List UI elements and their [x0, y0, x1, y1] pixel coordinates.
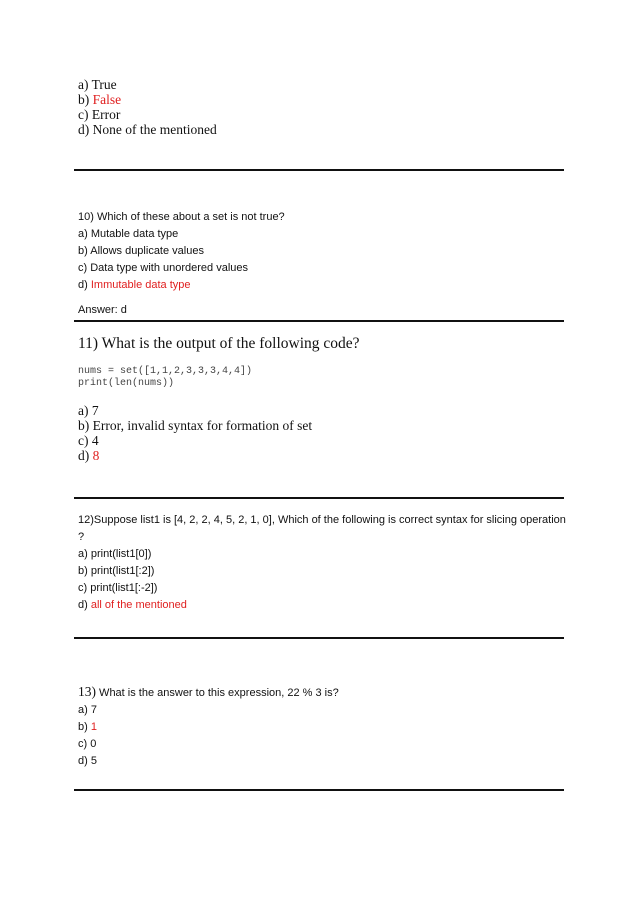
option-d: d) 5	[78, 755, 97, 767]
option-c: c) Data type with unordered values	[78, 262, 248, 274]
options	[78, 403, 360, 463]
option-a: a) 7	[78, 403, 99, 418]
question-9-options	[78, 77, 217, 137]
divider	[74, 637, 564, 639]
option-a: a) 7	[78, 704, 97, 716]
option-d: d) all of the mentioned	[78, 599, 187, 611]
code-line: print(len(nums))	[78, 378, 175, 389]
option-d: d) Immutable data type	[78, 279, 191, 291]
option-a: a) Mutable data type	[78, 228, 179, 240]
code-block	[78, 366, 360, 390]
question-text: 10) Which of these about a set is not true?	[78, 211, 285, 223]
question-text: 13) What is the answer to this expression, 22 % 3 is?	[78, 684, 339, 699]
option-a: a) print(list1[0])	[78, 548, 152, 560]
code-line: nums = set([1,1,2,3,3,3,4,4])	[78, 366, 253, 377]
question-10	[78, 209, 285, 319]
question-text: 12)Suppose list1 is [4, 2, 2, 4, 5, 2, 1, 0], Which of the following is correct syntax for slicing operation	[78, 514, 566, 526]
question-13	[78, 683, 339, 770]
option-c: c) print(list1[:-2])	[78, 582, 158, 594]
divider	[74, 789, 564, 791]
question-12	[78, 512, 566, 614]
option-d: d) 8	[78, 448, 100, 463]
question-11	[78, 335, 360, 463]
divider	[74, 497, 564, 499]
option-b: b) print(list1[:2])	[78, 565, 155, 577]
option-c: c) Error	[78, 107, 121, 122]
divider	[74, 320, 564, 322]
option-d: d) None of the mentioned	[78, 122, 217, 137]
question-text: 11) What is the output of the following code?	[78, 335, 360, 352]
option-b: b) Allows duplicate values	[78, 245, 204, 257]
option-c: c) 4	[78, 433, 99, 448]
answer-text: Answer: d	[78, 304, 127, 316]
option-c: c) 0	[78, 738, 97, 750]
question-text-continuation: ?	[78, 531, 85, 543]
option-b: b) 1	[78, 721, 97, 733]
option-b: b) Error, invalid syntax for formation of set	[78, 418, 313, 433]
divider	[74, 169, 564, 171]
option-a: a) True	[78, 77, 117, 92]
option-b: b) False	[78, 92, 122, 107]
